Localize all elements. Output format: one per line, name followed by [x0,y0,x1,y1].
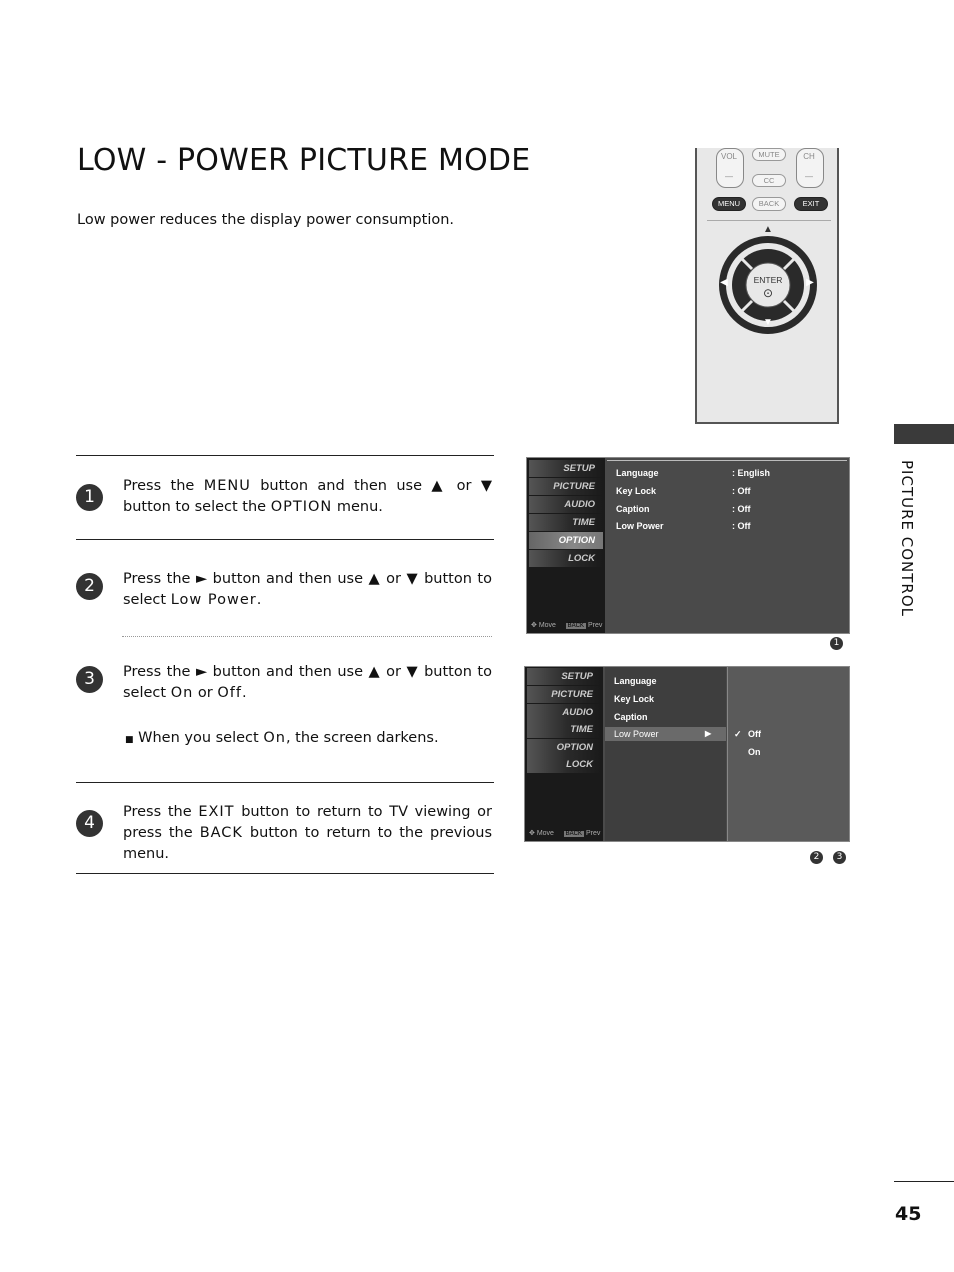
osd-row-label: Language [616,468,659,478]
step-1-text: Press the MENU button and then use ▲ or ▼ button to select the OPTION menu. [123,478,492,515]
ch-label: CH [803,152,815,161]
menu-button: MENU [712,197,746,211]
check-icon: ✓ [734,729,742,739]
remote-control-illustration [695,148,839,424]
osd-row-value: : English [732,468,770,478]
osd-menu-picture: PICTURE [529,478,603,495]
dotted-divider [122,636,492,637]
remote-divider [707,220,831,221]
step-number: 3 [76,666,103,693]
osd-screen-low-power-options [524,666,850,842]
osd-row-label: Language [614,676,657,686]
osd-menu-lock: LOCK [529,550,603,567]
osd-row-value: : Off [732,504,751,514]
osd-menu-lock: LOCK [527,756,601,773]
osd-menu-audio: AUDIO [529,496,603,513]
page-subtitle: Low power reduces the display power consumption. [77,212,455,228]
osd-screen-option-menu [526,457,850,634]
osd-option-label: Off [748,729,761,739]
enter-label: ENTER [753,275,783,285]
step-number: 2 [76,573,103,600]
divider [76,873,494,874]
dpad-right-icon: ▶ [806,277,814,288]
step-number: 4 [76,810,103,837]
screen-marker: 2 [810,851,823,864]
exit-button: EXIT [794,197,828,211]
cc-button: CC [752,174,786,187]
screen-marker: 1 [830,637,843,650]
ch-minus: — [805,172,813,181]
osd-row-value: : Off [732,521,751,531]
osd-row-label: Low Power [614,729,659,739]
osd-sidebar [525,667,603,841]
osd-row-label: Key Lock [614,694,655,704]
back-button: BACK [752,197,786,211]
osd-menu-option: OPTION [529,532,603,549]
osd-footer: ✥ Move BACK Prev [529,830,601,837]
osd-row-label: Key Lock [616,486,657,496]
divider [76,782,494,783]
page-number-rule [894,1181,954,1182]
step-4-text: Press the EXIT button to return to TV viewing or press the BACK button to return to the previous menu. [123,804,492,862]
section-side-label: PICTURE CONTROL [898,460,916,618]
osd-footer: ✥ Move BACK Prev [531,622,603,629]
step-number: 1 [76,484,103,511]
osd-options-panel [727,667,850,841]
note-text: ■ When you select On, the screen darkens. [125,730,439,746]
section-tab-marker [894,424,954,444]
osd-menu-audio: AUDIO [527,704,601,721]
osd-menu-time: TIME [527,721,601,738]
osd-row-label: Caption [614,712,648,722]
page-number: 45 [895,1203,922,1225]
osd-row-label: Low Power [616,521,664,531]
osd-menu-option: OPTION [527,739,601,756]
osd-row-label: Caption [616,504,650,514]
step-3-text: Press the ► button and then use ▲ or ▼ button to select On or Off. [123,664,492,701]
osd-menu-setup: SETUP [527,668,601,685]
dpad-down-icon: ▼ [763,317,773,328]
enter-icon: ⊙ [762,286,774,300]
divider [76,539,494,540]
dpad-up-icon: ▲ [763,224,773,235]
dpad-left-icon: ◀ [720,277,728,288]
osd-menu-time: TIME [529,514,603,531]
submenu-arrow-icon: ▶ [705,729,712,738]
osd-row-value: : Off [732,486,751,496]
osd-sidebar [527,458,605,633]
step-2-text: Press the ► button and then use ▲ or ▼ button to select Low Power. [123,571,492,608]
osd-menu-picture: PICTURE [527,686,601,703]
osd-menu-setup: SETUP [529,460,603,477]
divider [76,455,494,456]
page-title: LOW - POWER PICTURE MODE [77,143,531,178]
vol-label: VOL [720,152,737,161]
vol-minus: — [725,172,733,181]
osd-option-label: On [748,747,761,757]
mute-button: MUTE [752,148,786,161]
screen-marker: 3 [833,851,846,864]
osd-top-line [607,460,847,461]
